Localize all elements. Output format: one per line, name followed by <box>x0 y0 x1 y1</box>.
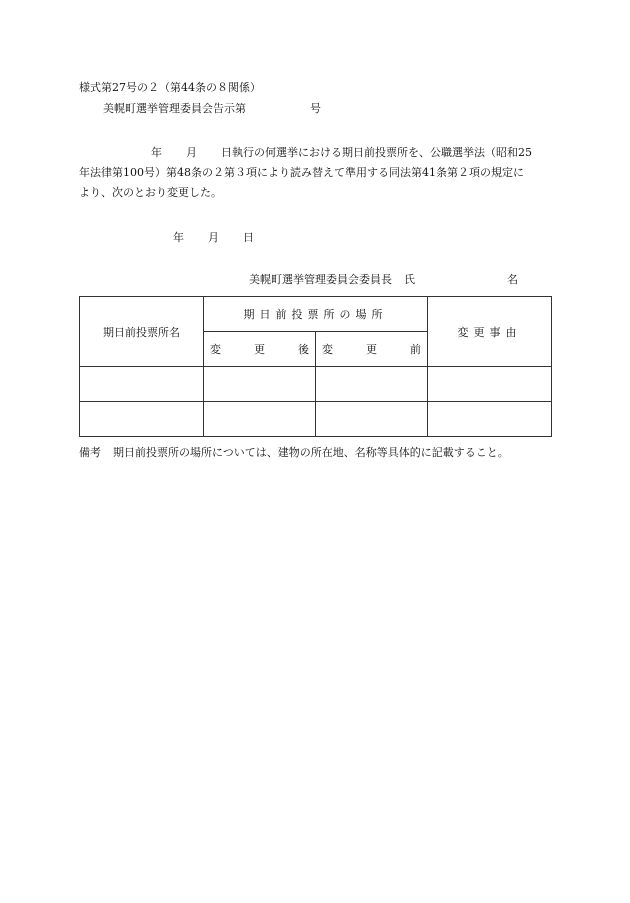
signature-org-title: 美幌町選挙管理委員会委員長 <box>249 273 392 286</box>
before-char-3: 前 <box>410 343 421 356</box>
note <box>79 446 509 460</box>
table-cell <box>80 402 204 437</box>
body-line-3: より、次のとおり変更した。 <box>79 186 222 199</box>
table-cell <box>428 402 552 437</box>
signature-line <box>249 273 518 287</box>
col-header-location <box>204 297 428 332</box>
body-line-1 <box>79 143 553 163</box>
body-month: 月 <box>186 146 197 159</box>
table-cell <box>204 402 316 437</box>
signature-name-suffix: 名 <box>507 273 518 286</box>
signature-name-prefix: 氏 <box>404 273 415 286</box>
notice-body <box>79 143 553 203</box>
notice-number-line <box>103 102 321 116</box>
before-char-2: 更 <box>366 343 377 356</box>
table-cell <box>316 367 428 402</box>
table-cell <box>204 367 316 402</box>
note-text: 期日前投票所の場所については、建物の所在地、名称等具体的に記載すること。 <box>113 446 509 459</box>
date-day: 日 <box>243 231 254 244</box>
col-header-reason-label: 変更事由 <box>457 325 522 339</box>
col-header-before <box>316 332 428 367</box>
note-label: 備考 <box>79 446 101 459</box>
col-header-reason <box>428 297 552 367</box>
form-number: 様式第27号の２（第44条の８関係） <box>79 81 261 94</box>
polling-place-change-table <box>79 296 552 437</box>
col-header-name: 期日前投票所名 <box>80 297 204 367</box>
notice-date <box>173 231 254 245</box>
body-line-2: 年法律第100号）第48条の２第３項により読み替えて準用する同法第41条第２項の規定に <box>79 166 524 179</box>
col-header-location-label: 期日前投票所の場所 <box>243 308 388 321</box>
body-year: 年 <box>151 146 162 159</box>
body-line-1-text: 日執行の何選挙における期日前投票所を、公職選挙法（昭和25 <box>221 146 532 159</box>
table-cell <box>316 402 428 437</box>
after-char-1: 変 <box>210 343 221 356</box>
table-row <box>80 402 552 437</box>
table-cell <box>80 367 204 402</box>
table-row <box>80 367 552 402</box>
date-year: 年 <box>173 231 184 244</box>
after-char-2: 更 <box>254 343 265 356</box>
notice-suffix: 号 <box>310 102 321 115</box>
notice-label: 美幌町選挙管理委員会告示第 <box>103 102 246 115</box>
date-month: 月 <box>208 231 219 244</box>
table-cell <box>428 367 552 402</box>
col-header-after <box>204 332 316 367</box>
after-char-3: 後 <box>298 343 309 356</box>
before-char-1: 変 <box>322 343 333 356</box>
table-header-row <box>80 297 552 332</box>
